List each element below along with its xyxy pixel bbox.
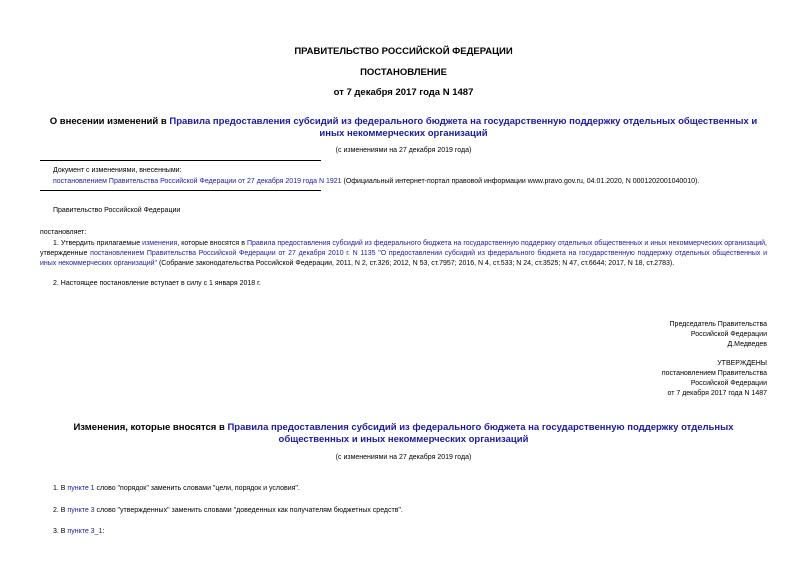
- changes-title-prefix: Изменения, которые вносятся в: [73, 422, 228, 433]
- revision-note: (с изменениями на 27 декабря 2019 года): [335, 147, 472, 154]
- document-type: ПОСТАНОВЛЕНИЕ: [360, 67, 447, 78]
- signature-line: Российской Федерации: [690, 331, 767, 338]
- title-prefix: О внесении изменений в: [49, 116, 170, 127]
- changes-source: [53, 177, 793, 187]
- change-item-2: [53, 506, 403, 516]
- document-date: от 7 декабря 2017 года N 1487: [333, 87, 474, 98]
- change-text: 2. В: [53, 507, 68, 514]
- change-text: 1. В: [53, 485, 68, 492]
- divider-top: [40, 160, 321, 161]
- approved-line: постановлением Правительства: [661, 370, 767, 377]
- item-1-text: (Собрание законодательства Российской Федерации, 2011, N 2, ст.326; 2012, N 53, ст.7957; 2016, N 4, ст.533; N 24, ст.3525; N 47, ст.6644; 2017, N 18, ст.2783).: [157, 260, 675, 267]
- rules-title-link[interactable]: Правила предоставления субсидий из федерального бюджета на государственную поддержку отдельных общественных и иных некоммерческих организаций: [169, 116, 758, 139]
- item-1-text: , утвержденные: [40, 240, 767, 257]
- approved-block: [467, 359, 767, 399]
- rules-link[interactable]: Правила предоставления субсидий из федерального бюджета на государственную поддержку отдельных общественных и иных некоммерческих организаций: [246, 240, 766, 247]
- change-text: 3. В: [53, 528, 68, 535]
- changes-intro: Документ с изменениями, внесенными:: [53, 167, 182, 174]
- government-heading: ПРАВИТЕЛЬСТВО РОССИЙСКОЙ ФЕДЕРАЦИИ: [294, 46, 513, 57]
- signature-block: [467, 320, 767, 350]
- change-text: слово "порядок" заменить словами "цели, порядок и условия".: [94, 485, 300, 492]
- decrees-word: постановляет:: [40, 229, 87, 236]
- changes-title: [40, 422, 767, 446]
- rules-title-link-2[interactable]: Правила предоставления субсидий из федерального бюджета на государственную поддержку отдельных общественных и иных некоммерческих организаций: [227, 422, 734, 445]
- changes-link[interactable]: изменения: [142, 240, 178, 247]
- change-item-1: [53, 484, 300, 494]
- decree-1135-link[interactable]: постановлением Правительства Российской Федерации от 27 декабря 2010 г. N 1135 "О предоставлении субсидий из федерального бюджета на государственную поддержку отдельных общественных и иных некоммерческих организаций": [40, 250, 767, 267]
- approved-line: УТВЕРЖДЕНЫ: [717, 360, 767, 367]
- change-text: :: [102, 528, 105, 535]
- item-2: 2. Настоящее постановление вступает в силу с 1 января 2018 г.: [53, 280, 261, 287]
- approved-line: от 7 декабря 2017 года N 1487: [667, 390, 767, 397]
- amendment-decree-link[interactable]: постановлением Правительства Российской Федерации от 27 декабря 2019 года N 1921: [53, 178, 342, 185]
- change-item-3: [53, 527, 104, 537]
- authority: Правительство Российской Федерации: [53, 207, 181, 214]
- item-1: [40, 239, 767, 269]
- revision-note-2: (с изменениями на 27 декабря 2019 года): [335, 454, 472, 461]
- item-1-text: 1. Утвердить прилагаемые: [53, 240, 143, 247]
- changes-source-rest: (Официальный интернет-портал правовой информации www.pravo.gov.ru, 04.01.2020, N 0001202001040010).: [341, 178, 700, 185]
- document-title: [40, 116, 767, 140]
- divider-bottom: [40, 190, 321, 191]
- signature-name: Д.Медведев: [727, 341, 767, 348]
- clause-3-link[interactable]: пункте 3: [67, 507, 95, 514]
- item-1-text: , которые вносятся в: [177, 240, 247, 247]
- signature-line: Председатель Правительства: [669, 321, 767, 328]
- clause-1-link[interactable]: пункте 1: [67, 485, 95, 492]
- change-text: слово "утвержденных" заменить словами "доведенных как получателям бюджетных средств".: [94, 507, 403, 514]
- clause-3-1-link[interactable]: пункте 3_1: [67, 528, 103, 535]
- approved-line: Российской Федерации: [690, 380, 767, 387]
